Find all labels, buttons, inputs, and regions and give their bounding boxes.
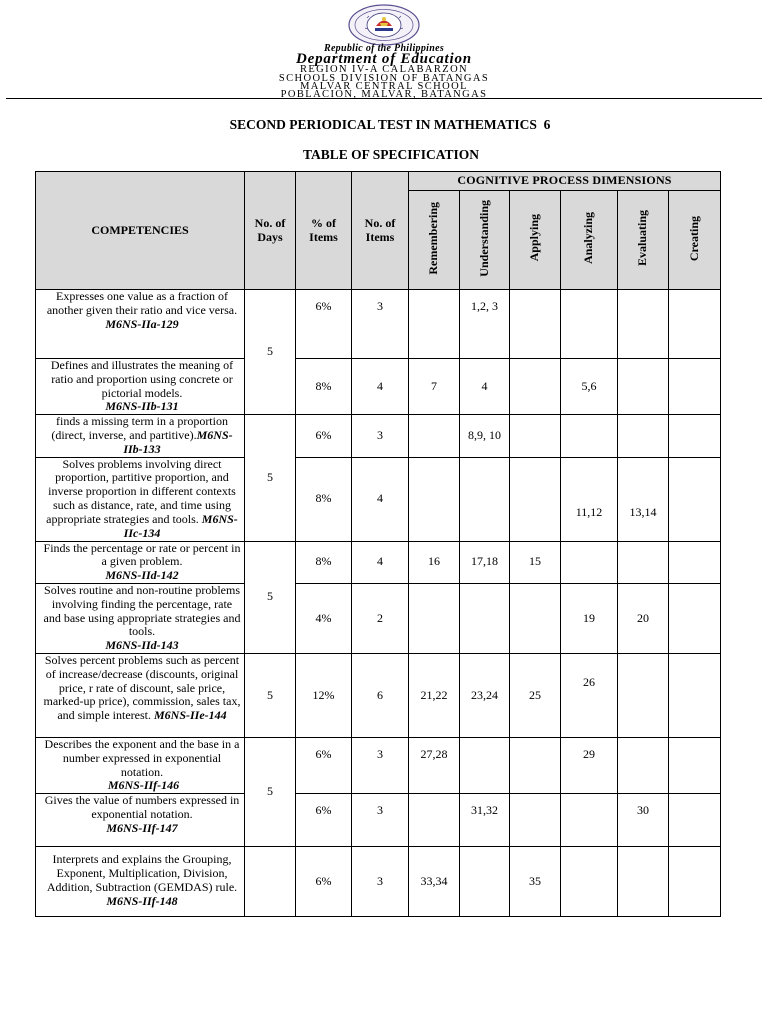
remembering-cell: 16 [409,541,460,583]
items-cell: 3 [352,737,409,793]
days-cell: 5 [245,541,296,653]
letterhead [0,0,768,102]
analyzing-cell [561,541,618,583]
applying-cell [510,290,561,359]
header-percent: % of Items [296,172,352,290]
competency-cell: Defines and illustrates the meaning of ratio and proportion using concrete or pictorial models. M6NS-IIb-131 [36,359,245,415]
analyzing-cell: 29 [561,737,618,793]
table-row [36,457,721,541]
percent-cell: 8% [296,457,352,541]
percent-cell: 6% [296,794,352,847]
creating-cell [669,541,721,583]
evaluating-cell [618,847,669,917]
applying-cell [510,583,561,653]
header-evaluating: Evaluating [618,191,669,290]
competency-cell: Solves percent problems such as percent of increase/decrease (discounts, original price, r rate of discount, sale price, marked-up price), commission, sales tax, and simple interest. M6NS-IIe-144 [36,653,245,737]
items-cell: 4 [352,457,409,541]
applying-cell [510,737,561,793]
applying-cell [510,415,561,457]
competency-cell: Solves problems involving direct proportion, partitive proportion, and inverse proportion in different contexts such as distance, rate, and time using appropriate strategies and tools. M6NS-IIc-134 [36,457,245,541]
header-divider [6,98,762,99]
days-cell: 5 [245,290,296,415]
competency-cell: Describes the exponent and the base in a number expressed in exponential notation. M6NS-IIf-146 [36,737,245,793]
evaluating-cell: 30 [618,794,669,847]
creating-cell [669,583,721,653]
creating-cell [669,359,721,415]
specification-table [35,171,721,917]
remembering-cell [409,583,460,653]
percent-cell: 12% [296,653,352,737]
understanding-cell: 1,2, 3 [460,290,510,359]
items-cell: 4 [352,541,409,583]
analyzing-cell [561,847,618,917]
understanding-cell: 31,32 [460,794,510,847]
competency-cell: finds a missing term in a proportion (direct, inverse, and partitive).M6NS-IIb-133 [36,415,245,457]
evaluating-cell: 13,14 [618,457,669,541]
applying-cell [510,359,561,415]
analyzing-cell [561,415,618,457]
percent-cell: 6% [296,290,352,359]
header-creating: Creating [669,191,721,290]
table-row [36,415,721,457]
analyzing-cell: 11,12 [561,457,618,541]
table-row [36,794,721,847]
header-remembering: Remembering [409,191,460,290]
understanding-cell: 8,9, 10 [460,415,510,457]
items-cell: 4 [352,359,409,415]
remembering-cell [409,415,460,457]
items-cell: 3 [352,794,409,847]
remembering-cell [409,457,460,541]
days-cell: 5 [245,737,296,846]
items-cell: 3 [352,290,409,359]
document-title: SECOND PERIODICAL TEST IN MATHEMATICS 6 [229,117,551,132]
creating-cell [669,653,721,737]
department-name: Department of Education [296,51,472,67]
analyzing-cell [561,794,618,847]
address-line: POBLACION, MALVAR, BATANGAS [280,89,488,100]
days-cell: 5 [245,653,296,737]
analyzing-cell: 26 [561,653,618,737]
understanding-cell [460,737,510,793]
remembering-cell [409,794,460,847]
competency-cell: Interprets and explains the Grouping, Exponent, Multiplication, Division, Addition, Subtraction (GEMDAS) rule. M6NS-IIf-148 [36,847,245,917]
evaluating-cell: 20 [618,583,669,653]
creating-cell [669,847,721,917]
applying-cell [510,457,561,541]
table-row [36,359,721,415]
remembering-cell: 27,28 [409,737,460,793]
remembering-cell: 33,34 [409,847,460,917]
understanding-cell: 23,24 [460,653,510,737]
evaluating-cell [618,653,669,737]
header-cognitive-dimensions: COGNITIVE PROCESS DIMENSIONS [409,172,721,191]
region-line: REGION IV-A CALABARZON [299,64,469,75]
analyzing-cell [561,290,618,359]
competency-cell: Gives the value of numbers expressed in exponential notation. M6NS-IIf-147 [36,794,245,847]
table-row [36,583,721,653]
competency-cell: Finds the percentage or rate or percent in a given problem. M6NS-IId-142 [36,541,245,583]
applying-cell: 35 [510,847,561,917]
division-line: SCHOOLS DIVISION OF BATANGAS [278,73,490,84]
header-analyzing: Analyzing [561,191,618,290]
school-line: MALVAR CENTRAL SCHOOL [300,81,468,92]
applying-cell: 25 [510,653,561,737]
creating-cell [669,415,721,457]
days-cell: 5 [245,415,296,541]
header-understanding: Understanding [460,191,510,290]
header-items: No. of Items [352,172,409,290]
evaluating-cell [618,290,669,359]
evaluating-cell [618,415,669,457]
republic-line: Republic of the Philippines [323,43,445,54]
percent-cell: 8% [296,541,352,583]
header-competencies: COMPETENCIES [36,172,245,290]
evaluating-cell [618,737,669,793]
analyzing-cell: 5,6 [561,359,618,415]
understanding-cell: 17,18 [460,541,510,583]
percent-cell: 8% [296,359,352,415]
understanding-cell [460,457,510,541]
percent-cell: 6% [296,415,352,457]
creating-cell [669,290,721,359]
items-cell: 2 [352,583,409,653]
remembering-cell: 7 [409,359,460,415]
creating-cell [669,794,721,847]
understanding-cell [460,583,510,653]
table-row [36,290,721,359]
remembering-cell [409,290,460,359]
table-row [36,541,721,583]
percent-cell: 6% [296,847,352,917]
evaluating-cell [618,359,669,415]
competency-cell: Solves routine and non-routine problems involving finding the percentage, rate and base using appropriate strategies and tools. M6NS-IId-143 [36,583,245,653]
applying-cell: 15 [510,541,561,583]
percent-cell: 6% [296,737,352,793]
items-cell: 3 [352,415,409,457]
percent-cell: 4% [296,583,352,653]
table-row [36,847,721,917]
items-cell: 6 [352,653,409,737]
table-row [36,653,721,737]
items-cell: 3 [352,847,409,917]
header-applying: Applying [510,191,561,290]
remembering-cell: 21,22 [409,653,460,737]
understanding-cell [460,847,510,917]
header-days: No. of Days [245,172,296,290]
days-cell [245,847,296,917]
creating-cell [669,457,721,541]
analyzing-cell: 19 [561,583,618,653]
deped-seal-icon [347,4,421,46]
understanding-cell: 4 [460,359,510,415]
table-row [36,737,721,793]
applying-cell [510,794,561,847]
creating-cell [669,737,721,793]
competency-cell: Expresses one value as a fraction of another given their ratio and vice versa. M6NS-IIa-129 [36,290,245,359]
evaluating-cell [618,541,669,583]
document-subtitle: TABLE OF SPECIFICATION [302,147,480,162]
